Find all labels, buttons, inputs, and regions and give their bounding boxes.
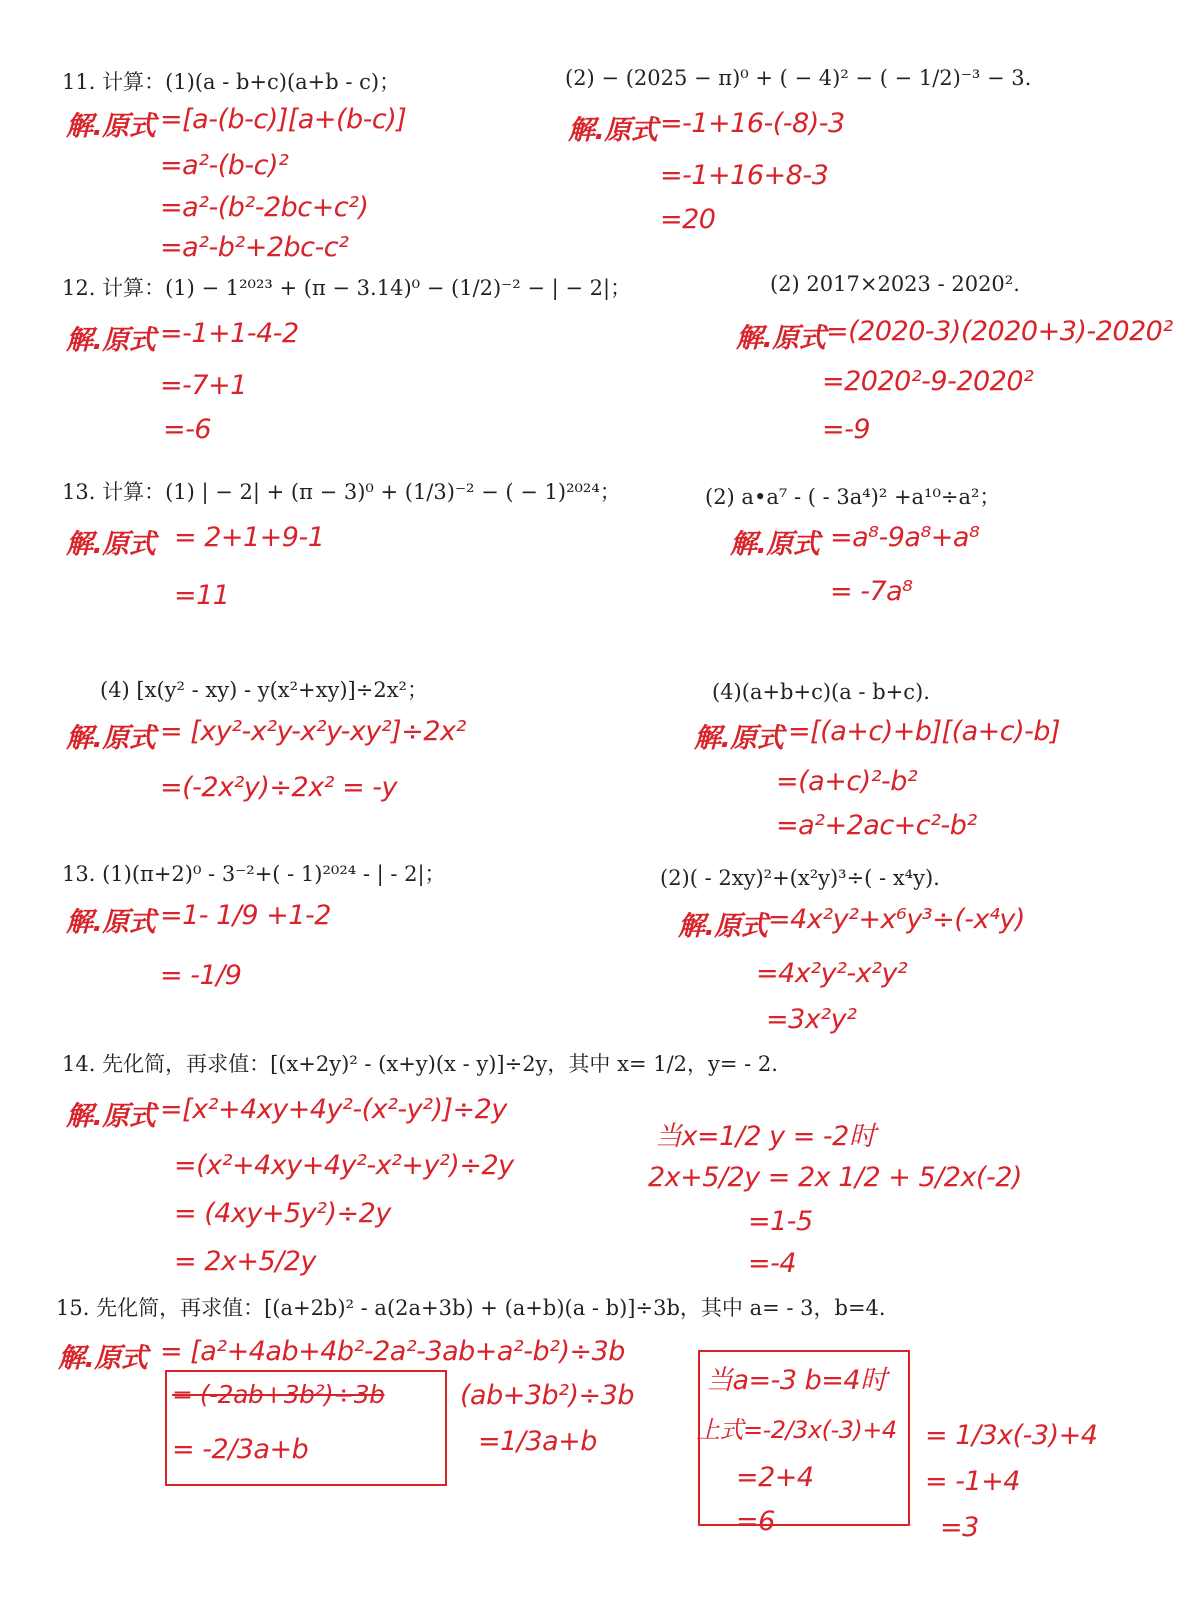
q15-sol-line0: = [a²+4ab+4b²-2a²-3ab+a²-b²)÷3b — [160, 1336, 625, 1367]
q12-sol2-lead: 解.原式 — [736, 323, 826, 354]
q13b-sol1-line0: =1- 1/9 +1-2 — [160, 900, 331, 931]
q15-problem: 15. 先化简，再求值：[(a+2b)² - a(2a+3b) + (a+b)(a - b)]÷3b，其中 a= - 3，b=4. — [56, 1296, 886, 1320]
q15-final-line0: = 1/3x(-3)+4 — [925, 1420, 1098, 1451]
q12-sol1-line0: =-1+1-4-2 — [160, 318, 299, 349]
q11-sol1-line0: =[a-(b-c)][a+(b-c)] — [160, 104, 407, 135]
q13b-sol1-line1: = -1/9 — [160, 960, 242, 991]
q4-sol2-line0: =[(a+c)+b][(a+c)-b] — [788, 716, 1061, 747]
q13b-part2-problem: (2)( - 2xy)²+(x²y)³÷( - x⁴y). — [660, 866, 940, 890]
q11-sol1-line1: =a²-(b-c)² — [160, 150, 289, 181]
q13a-sol1-lead: 解.原式 — [66, 529, 156, 560]
q15-final-line2: =3 — [940, 1512, 979, 1543]
q13b-sol2-line1: =4x²y²-x²y² — [756, 958, 908, 989]
q14-eval-line0: 当x=1/2 y = -2时 — [655, 1121, 876, 1152]
q15-eval-line0: 当a=-3 b=4时 — [706, 1365, 887, 1396]
q15-eval-line1: 上式=-2/3x(-3)+4 — [696, 1416, 897, 1444]
q4-sol2-line1: =(a+c)²-b² — [776, 766, 918, 797]
q4-part1-problem: (4) [x(y² - xy) - y(x²+xy)]÷2x²； — [100, 678, 428, 702]
q14-problem: 14. 先化简，再求值：[(x+2y)² - (x+y)(x - y)]÷2y，其中 x= 1/2，y= - 2. — [62, 1052, 778, 1076]
q11-sol2-line1: =-1+16+8-3 — [660, 160, 829, 191]
q14-sol-line3: = 2x+5/2y — [174, 1246, 316, 1277]
q13a-sol1-line1: =11 — [174, 580, 230, 611]
q11-sol2-line0: =-1+16-(-8)-3 — [660, 108, 845, 139]
q12-sol1-line2: =-6 — [163, 414, 212, 445]
q14-eval-line1: 2x+5/2y = 2x 1/2 + 5/2x(-2) — [648, 1162, 1022, 1193]
q12-sol2-line1: =2020²-9-2020² — [822, 366, 1034, 397]
q13a-part2-problem: (2) a•a⁷ - ( - 3a⁴)² +a¹⁰÷a²； — [705, 485, 1001, 509]
q12-sol1-line1: =-7+1 — [160, 370, 247, 401]
q12-part2-problem: (2) 2017×2023 - 2020². — [770, 272, 1020, 296]
q12-sol2-line2: =-9 — [822, 414, 871, 445]
q4-sol2-lead: 解.原式 — [694, 723, 784, 754]
q11-part2-problem: (2) − (2025 − π)⁰ + ( − 4)² − ( − 1/2)⁻³ − 3. — [565, 66, 1032, 90]
q15-sol-line1: = (-2ab+3b²)÷3b — [172, 1380, 385, 1409]
q13b-sol2-line0: =4x²y²+x⁶y³÷(-x⁴y) — [768, 904, 1025, 935]
q4-sol1-line1: =(-2x²y)÷2x² = -y — [160, 772, 398, 803]
q13b-part1-problem: 13. (1)(π+2)⁰ - 3⁻²+( - 1)²⁰²⁴ - | - 2|； — [62, 862, 446, 886]
q14-sol-lead: 解.原式 — [66, 1101, 156, 1132]
q12-part1-problem: 12. 计算：(1) − 1²⁰²³ + (π − 3.14)⁰ − (1/2)⁻² − | − 2|； — [62, 276, 632, 300]
q14-sol-line0: =[x²+4xy+4y²-(x²-y²)]÷2y — [160, 1094, 507, 1125]
q4-part2-problem: (4)(a+b+c)(a - b+c). — [712, 680, 930, 704]
q13b-sol2-lead: 解.原式 — [678, 911, 768, 942]
q13a-sol2-line1: = -7a⁸ — [830, 576, 913, 607]
q15-eval-line2: =2+4 — [736, 1462, 814, 1493]
q15-sol-lead: 解.原式 — [58, 1343, 148, 1374]
q11-sol1-line3: =a²-b²+2bc-c² — [160, 232, 349, 263]
q14-sol-line2: = (4xy+5y²)÷2y — [174, 1198, 391, 1229]
q11-sol2-line2: =20 — [660, 204, 716, 235]
q15-eval-line3: =6 — [736, 1506, 775, 1537]
q11-sol1-lead: 解.原式 — [66, 111, 156, 142]
q15-correction-line0: (ab+3b²)÷3b — [460, 1380, 634, 1411]
q13a-part1-problem: 13. 计算：(1) | − 2| + (π − 3)⁰ + (1/3)⁻² − ( − 1)²⁰²⁴； — [62, 480, 621, 504]
q13b-sol1-lead: 解.原式 — [66, 907, 156, 938]
q11-sol2-lead: 解.原式 — [568, 115, 658, 146]
q12-sol2-line0: =(2020-3)(2020+3)-2020² — [826, 316, 1173, 347]
q14-sol-line1: =(x²+4xy+4y²-x²+y²)÷2y — [174, 1150, 514, 1181]
q15-final-line1: = -1+4 — [925, 1466, 1020, 1497]
q4-sol1-line0: = [xy²-x²y-x²y-xy²]÷2x² — [160, 716, 466, 747]
q13a-sol1-line0: = 2+1+9-1 — [174, 522, 325, 553]
q4-sol2-line2: =a²+2ac+c²-b² — [776, 810, 977, 841]
q4-sol1-lead: 解.原式 — [66, 723, 156, 754]
q15-sol-line2: = -2/3a+b — [172, 1434, 309, 1465]
q15-correction-line1: =1/3a+b — [478, 1426, 597, 1457]
q11-part1-problem: 11. 计算：(1)(a - b+c)(a+b - c)； — [62, 70, 401, 94]
q13a-sol2-line0: =a⁸-9a⁸+a⁸ — [830, 522, 980, 553]
q11-sol1-line2: =a²-(b²-2bc+c²) — [160, 192, 369, 223]
q14-eval-line2: =1-5 — [748, 1206, 813, 1237]
q13a-sol2-lead: 解.原式 — [730, 529, 820, 560]
q13b-sol2-line2: =3x²y² — [766, 1004, 857, 1035]
q14-eval-line3: =-4 — [748, 1248, 797, 1279]
q12-sol1-lead: 解.原式 — [66, 325, 156, 356]
